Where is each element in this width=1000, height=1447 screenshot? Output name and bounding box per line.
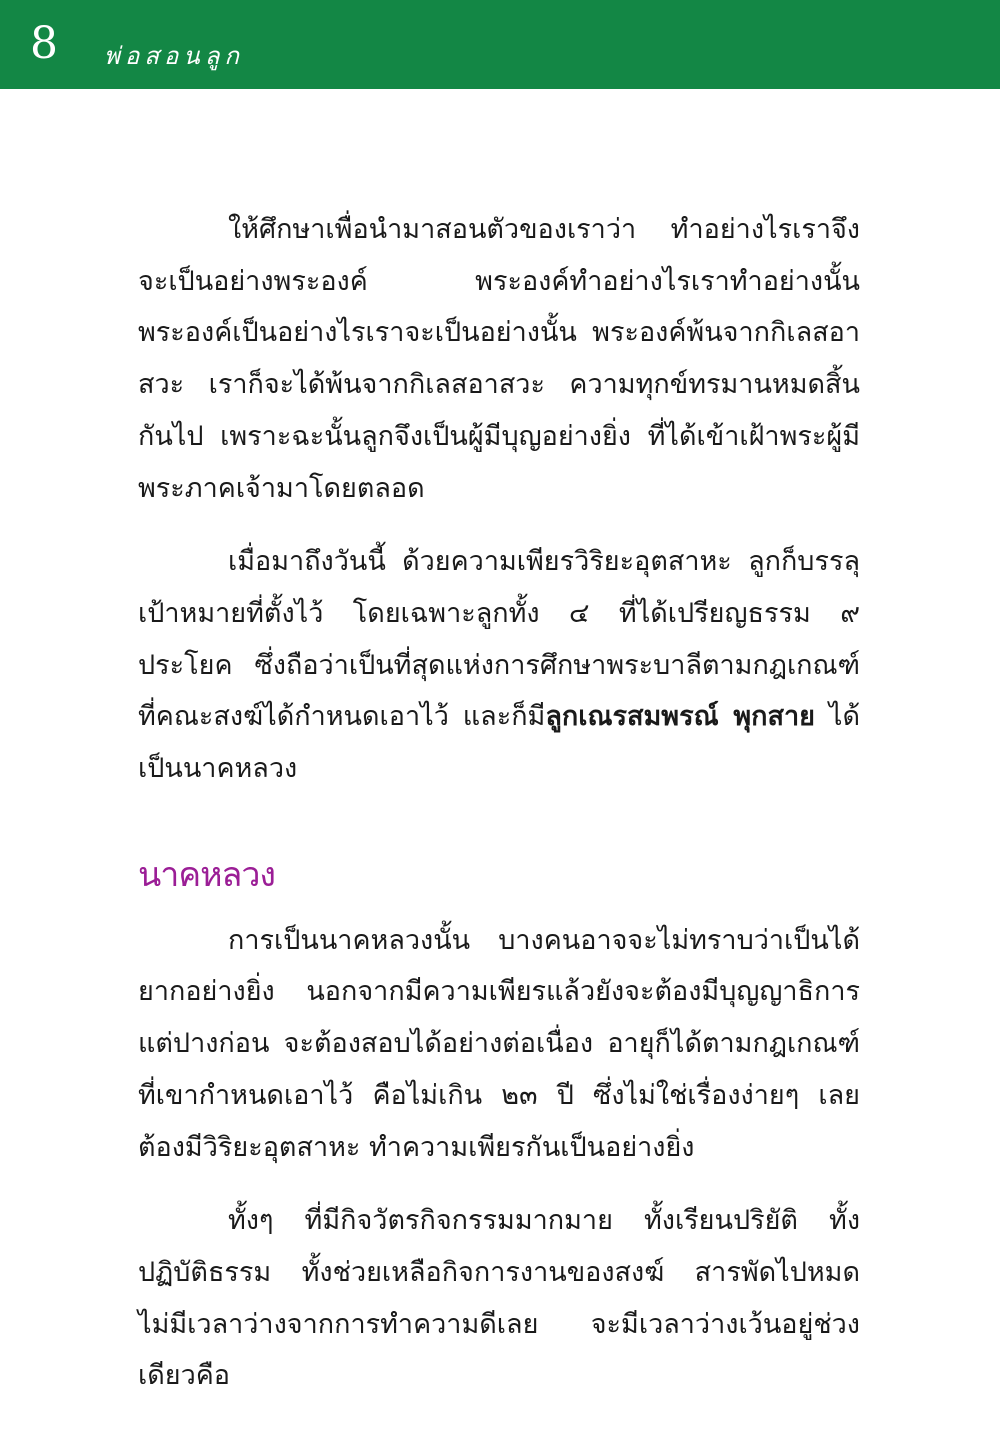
- paragraph-2-bold-name: ลูกเณรสมพรณ์ พุกสาย: [545, 701, 815, 733]
- paragraph-2-text-start: เมื่อมาถึงวันนี้ ด้วยความเพียรวิริยะอุตสาหะ ลูกก็บรรลุเป้าหมายที่ตั้งไว้ โดยเฉพาะลูกทั้ง ๔ ที่ได้เปรียญธรรม ๙ ประโยค ซึ่งถือว่าเป็นที่สุดแห่งการศึกษาพระบาลีตามกฎเกณฑ์ที่คณะสงฆ์ได้กำหนดเอาไว้ และก็มี: [138, 546, 860, 733]
- paragraph-4: ทั้งๆ ที่มีกิจวัตรกิจกรรมมากมาย ทั้งเรียนปริยัติ ทั้งปฏิบัติธรรม ทั้งช่วยเหลือกิจการงานของสงฆ์ สารพัดไปหมดไม่มีเวลาว่างจากการทำความดีเลย จะมีเวลาว่างเว้นอยู่ช่วงเดียวคือ: [138, 1205, 860, 1392]
- paragraph-2-text-end: ได้เป็นนาคหลวง: [138, 701, 860, 785]
- page-body: [138, 204, 860, 1424]
- paragraph-1: ให้ศึกษาเพื่อนำมาสอนตัวของเราว่า ทำอย่างไรเราจึงจะเป็นอย่างพระองค์ พระองค์ทำอย่างไรเราทำอย่างนั้น พระองค์เป็นอย่างไรเราจะเป็นอย่างนั้น พระองค์พ้นจากกิเลสอาสวะ เราก็จะได้พ้นจากกิเลสอาสวะ ความทุกข์ทรมานหมดสิ้นกันไป เพราะฉะนั้นลูกจึงเป็นผู้มีบุญอย่างยิ่ง ที่ได้เข้าเฝ้าพระผู้มีพระภาคเจ้ามาโดยตลอด: [138, 214, 860, 504]
- paragraph-2: [138, 536, 860, 795]
- section-heading: นาคหลวง: [138, 854, 276, 895]
- page-header: [0, 0, 1000, 89]
- page-number: 8: [30, 18, 58, 69]
- paragraph-3: การเป็นนาคหลวงนั้น บางคนอาจจะไม่ทราบว่าเป็นได้ยากอย่างยิ่ง นอกจากมีความเพียรแล้วยังจะต้องมีบุญญาธิการแต่ปางก่อน จะต้องสอบได้อย่างต่อเนื่อง อายุก็ได้ตามกฎเกณฑ์ที่เขากำหนดเอาไว้ คือไม่เกิน ๒๓ ปี ซึ่งไม่ใช่เรื่องง่ายๆ เลย ต้องมีวิริยะอุตสาหะ ทำความเพียรกันเป็นอย่างยิ่ง: [138, 924, 860, 1163]
- running-title: พ่อสอนลูก: [104, 42, 244, 70]
